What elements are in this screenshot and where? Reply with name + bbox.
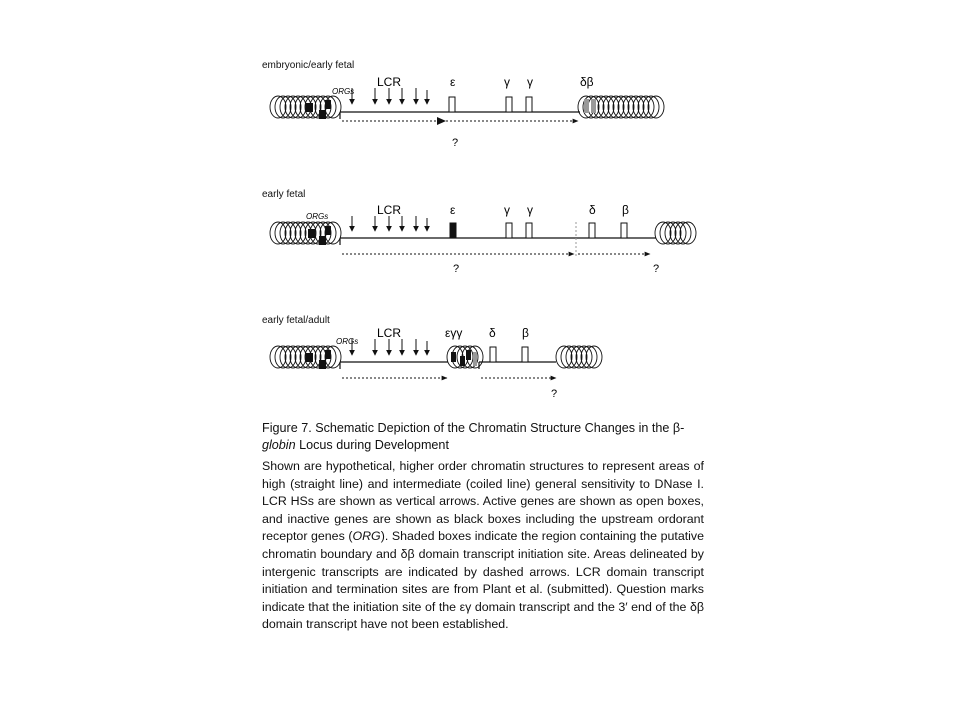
- lcr-label: LCR: [377, 75, 402, 89]
- delta-label: δ: [589, 203, 596, 217]
- caption-title-italic: globin: [262, 438, 296, 452]
- inactive-gene: [466, 350, 471, 360]
- inactive-gene: [451, 352, 456, 362]
- coil-ring: [285, 96, 301, 118]
- inactive-gene: [460, 356, 465, 366]
- epsilon-gene-inactive: [450, 223, 456, 238]
- coil-ring: [270, 222, 286, 244]
- figure-caption: [262, 420, 704, 634]
- gamma2-label: γ: [527, 203, 533, 217]
- caption-title-prefix: Figure 7. Schematic Depiction of the Chromatin Structure Changes in the β-: [262, 421, 685, 435]
- coil-ring: [561, 346, 577, 368]
- coil-ring: [290, 346, 306, 368]
- coil-ring: [618, 96, 634, 118]
- coil-ring: [675, 222, 691, 244]
- coil-ring: [275, 222, 291, 244]
- coil-ring: [608, 96, 624, 118]
- coil-ring: [598, 96, 614, 118]
- coil-ring: [285, 346, 301, 368]
- epsilon-label: ε: [450, 75, 456, 89]
- coil-ring: [628, 96, 644, 118]
- coil-ring: [275, 96, 291, 118]
- shaded-box: [584, 99, 589, 113]
- gamma2-gene: [526, 223, 532, 238]
- coil-ring: [280, 222, 296, 244]
- coil-ring: [280, 96, 296, 118]
- gamma2-gene: [526, 97, 532, 112]
- caption-body-org: ORG: [352, 529, 381, 544]
- coil-ring: [623, 96, 639, 118]
- org-box: [306, 353, 313, 362]
- coil-ring: [643, 96, 659, 118]
- shaded-box: [591, 99, 596, 113]
- lcr-label: LCR: [377, 326, 402, 340]
- beta-label: β: [522, 326, 529, 340]
- coil-ring: [270, 96, 286, 118]
- epsilon-label: ε: [450, 203, 456, 217]
- orgs-label: ORGs: [332, 87, 355, 96]
- coil-ring: [275, 346, 291, 368]
- shaded-box: [473, 352, 477, 366]
- coil-ring: [290, 96, 306, 118]
- beta-label: β: [622, 203, 629, 217]
- coil-ring: [586, 346, 602, 368]
- epsilon-gene: [449, 97, 455, 112]
- org-box: [319, 110, 326, 119]
- panel-embryonic: [270, 75, 664, 149]
- right-coil: [556, 346, 602, 368]
- caption-title: [262, 420, 704, 454]
- orgs-label: ORGs: [306, 212, 329, 221]
- coil-ring: [613, 96, 629, 118]
- coil-ring: [638, 96, 654, 118]
- gamma1-gene: [506, 97, 512, 112]
- beta-gene: [621, 223, 627, 238]
- question-mark: ?: [452, 137, 459, 149]
- caption-body: [262, 458, 704, 634]
- org-box: [325, 100, 331, 109]
- coil-ring: [655, 222, 671, 244]
- coil-ring: [660, 222, 676, 244]
- question-mark: ?: [653, 263, 660, 275]
- panel-early-fetal: [270, 203, 696, 275]
- caption-body-rest: ). Shaded boxes indicate the region containing the putative chromatin boundary and δβ domain transcript initiation site. Areas delineated by intergenic transcripts are indicated by dashed arrows. LCR domain transcript initiation and termination sites are from Plant et al. (submitted). Question marks indicate that the initiation site of the εγ domain transcript and the 3′ end of the δβ domain transcript have not been established.: [262, 529, 704, 632]
- delta-gene: [589, 223, 595, 238]
- delta-label: δ: [489, 326, 496, 340]
- panel-adult: [270, 326, 602, 400]
- orgs-label: ORGs: [336, 337, 359, 346]
- coil-ring: [290, 222, 306, 244]
- coil-ring: [581, 346, 597, 368]
- panel-label-adult: early fetal/adult: [262, 315, 330, 326]
- beta-gene: [522, 347, 528, 362]
- question-mark: ?: [453, 263, 460, 275]
- coil-ring: [270, 346, 286, 368]
- coil-ring: [665, 222, 681, 244]
- deltabeta-label: δβ: [580, 75, 594, 89]
- hs-arrows: [352, 88, 427, 104]
- coil-ring: [648, 96, 664, 118]
- caption-title-suffix: Locus during Development: [295, 438, 449, 452]
- org-box: [325, 226, 331, 235]
- right-coil: [655, 222, 696, 244]
- org-box: [325, 350, 331, 359]
- coil-ring: [571, 346, 587, 368]
- panel-label-early-fetal: early fetal: [262, 189, 306, 200]
- org-box: [308, 229, 315, 238]
- hs-arrows: [352, 339, 427, 355]
- caption-body-main: Shown are hypothetical, higher order chromatin structures to represent areas of high (straight line) and intermediate (coiled line) general sensitivity to DNase I. LCR HSs are shown as vertical arrows. Active genes are shown as open boxes, and inactive genes are shown as black boxes including the upstream ordorant receptor genes (: [262, 459, 704, 544]
- gamma1-label: γ: [504, 75, 510, 89]
- coil-ring: [603, 96, 619, 118]
- coil-ring: [566, 346, 582, 368]
- coil-ring: [285, 222, 301, 244]
- coil-ring: [556, 346, 572, 368]
- epsilon-gamma-gamma-label: εγγ: [445, 326, 463, 340]
- org-box: [319, 360, 326, 369]
- coil-ring: [576, 346, 592, 368]
- org-box: [319, 236, 326, 245]
- coil-ring: [280, 346, 296, 368]
- gamma2-label: γ: [527, 75, 533, 89]
- gamma1-label: γ: [504, 203, 510, 217]
- delta-gene: [490, 347, 496, 362]
- panel-label-embryonic: embryonic/early fetal: [262, 60, 355, 71]
- coil-ring: [670, 222, 686, 244]
- coil-ring: [680, 222, 696, 244]
- gamma1-gene: [506, 223, 512, 238]
- coil-ring: [633, 96, 649, 118]
- question-mark: ?: [551, 388, 558, 400]
- right-coil: [578, 96, 664, 118]
- lcr-label: LCR: [377, 203, 402, 217]
- org-box: [306, 103, 313, 112]
- hs-arrows: [352, 216, 427, 231]
